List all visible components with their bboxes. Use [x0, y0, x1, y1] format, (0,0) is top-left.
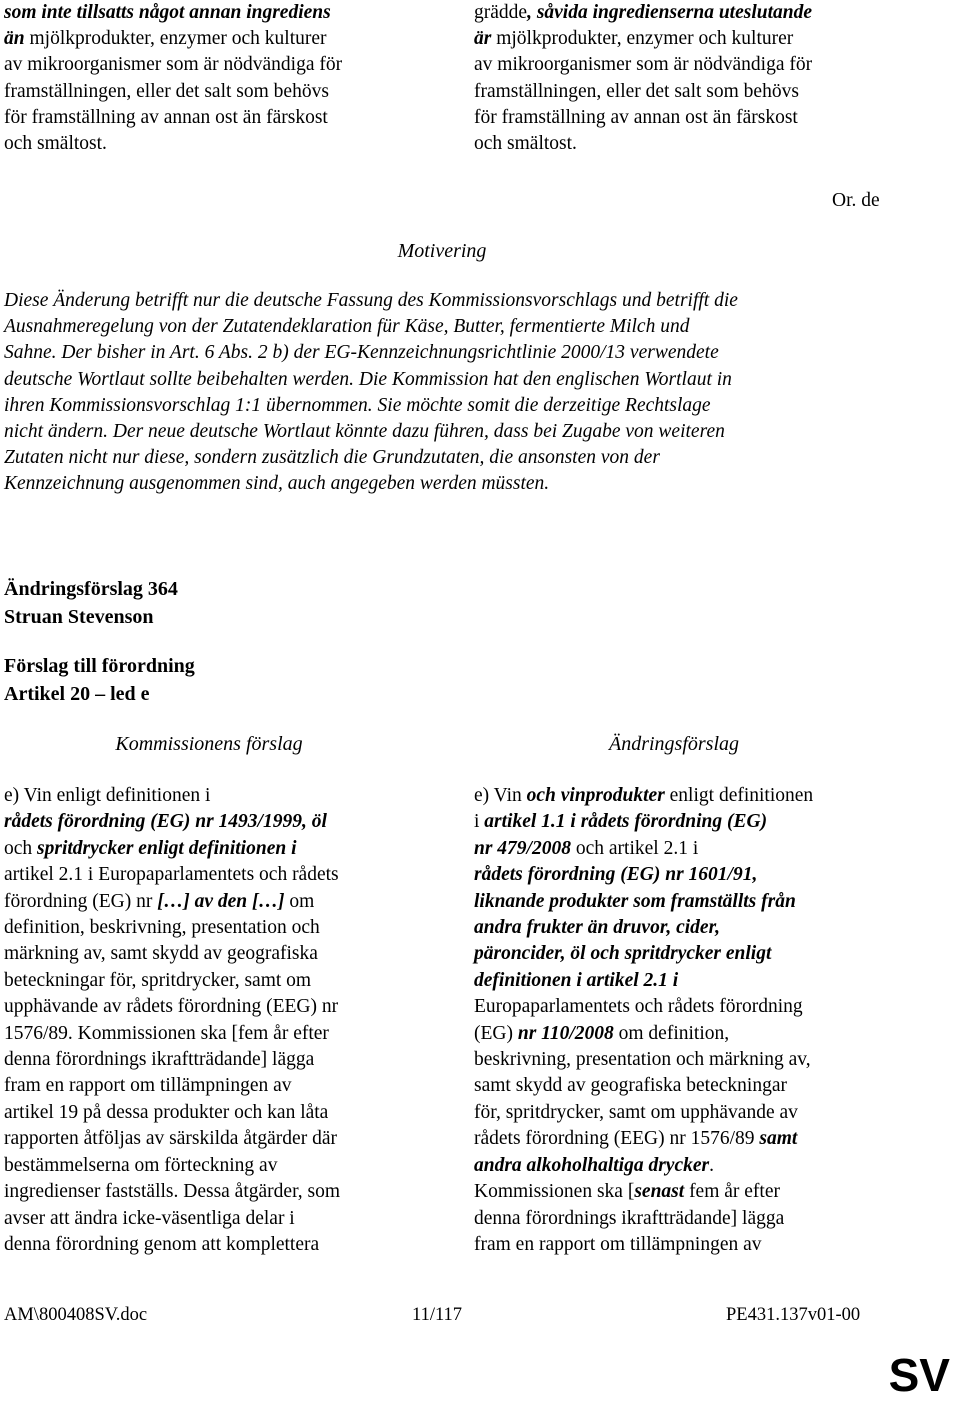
emphasized-text: rådets förordning (EG) nr 1493/1999, öl	[4, 811, 327, 833]
emphasized-text: spritdrycker enligt definitionen i	[37, 837, 297, 859]
text-line	[4, 836, 424, 862]
text-run: enligt definitionen	[664, 785, 814, 806]
text-run: beteckningar för, spritdrycker, samt om	[4, 969, 312, 991]
text-run: 1576/89. Kommissionen ska [fem år efter	[4, 1022, 329, 1044]
text-run: framställningen, eller det salt som behövs	[4, 80, 329, 102]
text-line	[474, 836, 914, 862]
text-run: e) Vin enligt definitionen i	[4, 785, 211, 806]
text-line: Kennzeichnung ausgenommen sind, auch angegeben werden müssten.	[4, 473, 550, 495]
text-run: rådets förordning (EEG) nr 1576/89	[474, 1128, 760, 1150]
text-line	[4, 0, 424, 26]
text-run: definition, beskrivning, presentation och	[4, 917, 320, 939]
text-line	[4, 968, 424, 994]
text-line	[474, 1100, 914, 1126]
text-run: för, spritdrycker, samt om upphävande av	[474, 1101, 798, 1123]
text-run: för framställning av annan ost än färskost	[4, 106, 328, 128]
text-run: avser att ändra icke-väsentliga delar i	[4, 1207, 295, 1229]
text-line	[4, 915, 424, 941]
emphasized-text: liknande produkter som framställts från	[474, 890, 796, 912]
text-run: .	[709, 1154, 714, 1176]
emphasized-text: som inte tillsatts något annan ingrediens	[4, 2, 331, 23]
text-line: Sahne. Der bisher in Art. 6 Abs. 2 b) der EG-Kennzeichnungsrichtlinie 2000/13 verwendete	[4, 342, 719, 364]
text-line	[474, 1073, 914, 1099]
text-line	[4, 1126, 424, 1152]
text-line	[474, 862, 914, 888]
text-run: samt skydd av geografiska beteckningar	[474, 1075, 787, 1097]
text-run: (EG)	[474, 1022, 518, 1044]
amendment-author: Struan Stevenson	[4, 605, 154, 628]
text-run: förordning (EG) nr	[4, 890, 158, 912]
pe-reference: PE431.137v01-00	[726, 1305, 861, 1325]
text-line	[474, 1126, 914, 1152]
text-line: Zutaten nicht nur diese, sondern zusätzlich die Grundzutaten, die ansonsten von der	[4, 447, 660, 469]
text-line: ihren Kommissionsvorschlag 1:1 übernommen. Sie möchte somit die derzeitige Rechtslage	[4, 394, 711, 416]
text-line	[474, 131, 914, 157]
text-line	[4, 1153, 424, 1179]
proposal-title: Förslag till förordning	[4, 655, 195, 677]
emphasized-text: är	[474, 28, 492, 50]
text-line: Ausnahmeregelung von der Zutatendeklaration für Käse, Butter, fermentierte Milch und	[4, 316, 690, 338]
emphasized-text: och vinprodukter	[526, 785, 665, 806]
language-badge: SV	[888, 1349, 950, 1401]
amendment-reference	[4, 653, 195, 708]
text-run: e) Vin	[474, 785, 527, 806]
text-line	[4, 1232, 424, 1258]
emphasized-text: nr 479/2008	[474, 837, 571, 859]
text-run: upphävande av rådets förordning (EEG) nr	[4, 996, 339, 1018]
emphasized-text: andra alkoholhaltiga drycker	[474, 1154, 710, 1176]
text-run: artikel 2.1 i Europaparlamentets och rådets	[4, 864, 339, 886]
text-run: denna förordning genom att komplettera	[4, 1233, 320, 1255]
text-run: Europaparlamentets och rådets förordning	[474, 996, 803, 1018]
text-line	[4, 1047, 424, 1073]
page-number: 11/117	[412, 1305, 463, 1325]
text-line	[4, 79, 424, 105]
document-reference: AM\800408SV.doc	[4, 1305, 148, 1325]
text-run: för framställning av annan ost än färskost	[474, 106, 798, 128]
text-run: artikel 19 på dessa produkter och kan låta	[4, 1101, 329, 1123]
text-run: mjölkprodukter, enzymer och kulturer	[24, 28, 327, 50]
text-line	[474, 52, 914, 78]
emphasized-text: artikel 1.1 i rådets förordning (EG)	[484, 811, 768, 833]
text-line	[474, 26, 914, 52]
text-run: av mikroorganismer som är nödvändiga för	[4, 54, 343, 76]
text-line	[4, 889, 424, 915]
text-line	[4, 809, 424, 835]
text-line	[4, 105, 424, 131]
emphasized-text: än	[4, 28, 25, 50]
text-run: om	[284, 890, 315, 912]
text-run: Kommissionen ska [	[474, 1181, 635, 1203]
emphasized-text: rådets förordning (EG) nr 1601/91,	[474, 864, 758, 886]
text-line	[474, 968, 914, 994]
amendment-text	[474, 783, 914, 1258]
text-line	[4, 26, 424, 52]
emphasized-text: […] av den […]	[157, 890, 285, 912]
text-line	[474, 105, 914, 131]
text-line	[474, 1153, 914, 1179]
text-run: och artikel 2.1 i	[570, 837, 699, 859]
amendment-heading	[4, 576, 178, 631]
text-line: deutsche Wortlaut sollte beibehalten werden. Die Kommission hat den englischen Wortlaut in	[4, 368, 732, 390]
text-run: bestämmelserna om förteckning av	[4, 1154, 278, 1176]
text-run: denna förordnings ikraftträdande] lägga	[474, 1207, 785, 1229]
previous-amendment-commission-text	[4, 0, 424, 157]
text-line	[474, 1206, 914, 1232]
amendment-number: Ändringsförslag 364	[4, 578, 178, 600]
text-run: beskrivning, presentation och märkning av,	[474, 1049, 811, 1071]
text-line	[474, 0, 914, 26]
commission-proposal-header: Kommissionens förslag	[115, 733, 303, 755]
emphasized-text: senast	[634, 1181, 685, 1203]
text-line	[4, 1179, 424, 1205]
text-line	[4, 862, 424, 888]
amendment-column-header: Ändringsförslag	[608, 733, 740, 755]
text-line	[474, 809, 914, 835]
emphasized-text: , såvida ingredienserna uteslutande	[527, 2, 813, 23]
text-line	[4, 1021, 424, 1047]
text-line	[474, 1021, 914, 1047]
text-run: denna förordnings ikraftträdande] lägga	[4, 1049, 315, 1071]
text-line	[4, 1073, 424, 1099]
emphasized-text: nr 110/2008	[517, 1022, 614, 1044]
emphasized-text: päroncider, öl och spritdrycker enligt	[474, 943, 772, 965]
text-line	[474, 889, 914, 915]
text-line	[474, 941, 914, 967]
previous-amendment-amended-text	[474, 0, 914, 157]
text-line	[474, 1047, 914, 1073]
original-language: Or. de	[832, 190, 880, 211]
text-run: fram en rapport om tillämpningen av	[4, 1075, 292, 1097]
text-run: fram en rapport om tillämpningen av	[474, 1233, 762, 1255]
text-line: Diese Änderung betrifft nur die deutsche Fassung des Kommissionsvorschlags und betrifft die	[4, 290, 738, 311]
justification-text	[4, 288, 882, 498]
text-run: mjölkprodukter, enzymer och kulturer	[491, 28, 794, 50]
text-run: rapporten åtföljas av särskilda åtgärder där	[4, 1128, 337, 1150]
text-line	[474, 79, 914, 105]
text-line	[474, 1232, 914, 1258]
text-run: och smältost.	[4, 133, 107, 155]
text-line	[4, 1100, 424, 1126]
text-run: och	[4, 837, 38, 859]
text-line	[4, 994, 424, 1020]
text-run: grädde	[474, 2, 528, 23]
text-line	[4, 52, 424, 78]
emphasized-text: definitionen i artikel 2.1 i	[474, 969, 679, 991]
text-run: och smältost.	[474, 133, 577, 155]
text-line	[474, 783, 914, 809]
article-reference: Artikel 20 – led e	[4, 682, 150, 705]
text-line	[4, 941, 424, 967]
text-run: om definition,	[613, 1022, 730, 1044]
text-line	[474, 915, 914, 941]
emphasized-text: andra frukter än druvor, cider,	[474, 917, 720, 939]
text-line	[4, 783, 424, 809]
emphasized-text: samt	[759, 1128, 798, 1150]
text-run: märkning av, samt skydd av geografiska	[4, 943, 318, 965]
text-line	[474, 1179, 914, 1205]
text-run: ingredienser fastställs. Dessa åtgärder, som	[4, 1181, 341, 1203]
commission-proposal-text	[4, 783, 424, 1258]
text-line	[474, 994, 914, 1020]
text-run: framställningen, eller det salt som behövs	[474, 80, 799, 102]
text-run: av mikroorganismer som är nödvändiga för	[474, 54, 813, 76]
text-line	[4, 1206, 424, 1232]
justification-title: Motivering	[397, 240, 487, 262]
text-run: fem år efter	[684, 1181, 780, 1203]
text-line: nicht ändern. Der neue deutsche Wortlaut könnte dazu führen, dass bei Zugabe von weiteren	[4, 421, 725, 443]
text-line	[4, 131, 424, 157]
text-run: i	[474, 811, 485, 833]
